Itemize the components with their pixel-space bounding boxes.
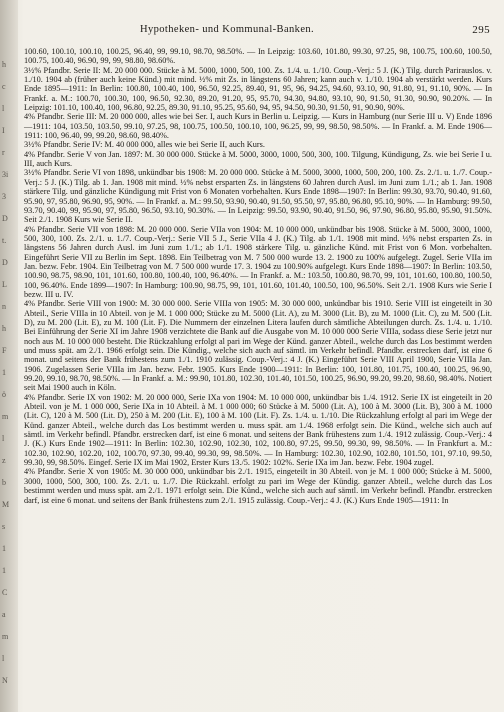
gutter-fragment: F (2, 346, 7, 355)
page-title: Hypotheken- und Kommunal-Banken. (140, 24, 315, 35)
gutter-fragment: h (2, 324, 6, 333)
gutter-fragment: D (2, 258, 8, 267)
gutter-fragment: z (2, 456, 6, 465)
paragraph: 3½% Pfandbr. Serie II: M. 20 000 000. Stücke à M. 5000, 1000, 500, 100. Zs. 1./4. u. 1./10. Coup.-Verj.: 5 J. (K.) Tilg. durch Parirauslos. v. 1./10. 1904 ab (früher auch keine Künd.) mit mind. ½% mit Zs. in längstens 60 Jahren; kann auch v. 1./10. 1904 ab verstärkt werden. Kurs Ende 1895—1911: In Berlin: 100.80, 100.40, 100, 96.50, 92.25, 89.40, 91, 95, 96, 94.25, 94.60, 93.10, 90, 91.80, 91, 91.10, 90%. — In Frankf. a. M.: 100.70, 100.30, 100, 96.50, 92.30, 89.20, 91.20, 95, 95.70, 94.30, 94.80, 93.10, 90, 91.50, 91.30, 90.90, 90.20%. — In Leipzig: 101.10, 100.40, 100, 96.80, 92.25, 89.30, 91.10, 95.25, 95.60, 94, 95, 94.50, 90.30, 91.50, 91, 90.90, 90%. (24, 65, 492, 113)
gutter-fragment: c (2, 82, 6, 91)
gutter-fragment: 1 (2, 368, 6, 377)
gutter-fragment: t. (2, 236, 7, 245)
gutter-fragment: h (2, 60, 6, 69)
gutter-fragment: l (2, 654, 5, 663)
running-header (100, 24, 490, 38)
gutter-fragment: 1 (2, 566, 6, 575)
paragraph: 3½% Pfandbr. Serie VI von 1898, unkündbar bis 1908: M. 20 000 000. Stücke à M. 5000, 3000, 1000, 500, 200, 100. Zs. 2./1. u. 1./7. Coup.-Verj.: 5 J. (K.) Tilg. ab 1. Jan. 1908 mit mind. ½% nebst ersparten Zs. in längstens 60 Jahren durch Ausl. im Juni zum 1./1.; ab 1. Jan. 1908 stärkere Tilg. und gänzliche Kündigung mit Frist von 6 Monaten vorbehalten. Kurs Ende 1898—1907: In Berlin: 99.30, 93.70, 90.40, 91.60, 95.90, 97, 95.80, 96.90, 95, 90%. — In Frankf. a. M.: 99.50, 93.90, 90.40, 91.50, 95.50, 97, 95.80, 96.80, 95.10, 90%. — In Hamburg: 99.50, 93.70, 90.40, 99, 95.90, 97, 95.80, 96.50, 93.10, 90.30%. — In Leipzig: 99.50, 93.90, 90.40, 91.50, 96, 97.90, 96.80, 95.80, 95.90, 91.50%. Seit 2./1. 1908 Kurs wie Serie II. (24, 168, 492, 225)
paragraph: 4% Pfandbr. Serie VIII von 1900: M. 30 000 000. Serie VIIIa von 1905: M. 30 000 000, unkündbar bis 1910. Serie VIII ist eingeteilt in 30 Abteil., Serie VIIIa in 10 Abteil. von je M. 1 000 000; Stücke zu M. 5000 (Lit. A), zu M. 3000 (Lit. B), zu M. 1000 (Lit. C), zu M. 500 (Lit. D), zu M. 200 (Lit. E), zu M. 100 (Lit. F). Die Nummern der einzelnen Litera laufen durch sämtliche Abteilungen durch. Zs. 1./4. u. 1./10. Bei Einführung der Serie XI im Jahre 1908 verzichtete die Bank auf die Ausgabe von M. 10 000 000 Serie VIIIa, sodass diese Serie jetzt nur noch aus M. 10 000 000 besteht. Die Rückzahlung erfolgt al pari im Wege der Künd. ganzer Abteil., welche durch das Los bestimmt werden und muss spät. am 2./1. 1966 erfolgt sein. Die Kündig., welche sich auch auf sämtl. im Verkehr befindl. Pfandbr. erstrecken darf, ist eine 6 monat. und seitens der Bank frühestens zum 1./1. 1910 zulässig. Coup.-Verj.: 4 J. (K.) Eingeführt Serie VIII April 1900, Serie VIIIa Jan. 1906. Zugelassen Serie VIIIa im Jan. bezw. Febr. 1905. Kurs Ende 1900—1911: In Berlin: 100, 101.80, 101.75, 100.40, 100.25, 96.90, 99.20, 99.10, 98.70, 98.50%. — In Frankf. a. M.: 99.90, 101.80, 102.30, 101.40, 101.50, 100.25, 96.90, 99.20, 99.20, 98.60, 98.40%. Notiert seit Mai 1900 auch in Köln. (24, 299, 492, 393)
gutter-fragment: 3i (2, 170, 9, 179)
paragraph: 4% Pfandbr. Serie IX von 1902: M. 20 000 000, Serie IXa von 1904: M. 10 000 000, unkündbar bis 1./4. 1912. Serie IX ist eingeteilt in 20 Abteil. von je M. 1 000 000, Serie IXa in 10 Abteil. à M. 1 000 000; 60 Stücke à M. 5000 (Lit. A), 100 à M. 3000 (Lit. B), 300 à M. 1000 (Lit. C), 120 à M. 500 (Lit. D), 250 à M. 200 (Lit. E), 100 à M. 100 (Lit. F). Zs. 1./4. u. 1./10. Die Rückzahlung erfolgt al pari im Wege der Künd. ganzer Abteil., welche durch das Los bestimmt werden u. muss spät. am 1./4. 1968 erfolgt sein. Die Künd., welche sich auch auf sämtl. im Verkehr befindl. Pfandbr. erstrecken darf, ist eine 6 monat. und seitens der Bank frühestens zum 1./4. 1912 zulässig. Coup.-Verj.: 4 J. (K.) Kurs Ende 1902—1911: In Berlin: 102.30, 102.90, 102.30, 102, 100.80, 97.25, 99.50, 99.30, 99, 98.50%. — In Frankfurt a. M.: 102.30, 102.90, 102.20, 102, 100.70, 97.30, 99.40, 99.30, 99, 98.50%. — In Hamburg: 102.30, 102.90, 102.80, 101.50, 101, 97.10, 99.50, 99.30, 99, 98.50%. Eingef. Serie IX im Mai 1902, Erster Kurs 13./5. 1902: 102%. Serie IXa im Jan. bezw. Febr. 1904 zugel. (24, 392, 492, 468)
paragraph: 4% Pfandbr. Serie VII von 1898: M. 20 000 000. Serie VIIa von 1904: M. 10 000 000, unkündbar bis 1908. Stücke à M. 5000, 3000, 1000, 500, 300, 100. Zs. 2./1. u. 1./7. Coup.-Verj.: Serie VII 5 J., Serie VIIa 4 J. (K.) Tilg. ab 1./1. 1908 mit mind. ½% nebst ersparten Zs. in längstens 56 Jahren durch Ausl. im Juni zum 1./1.; ab 1./1. 1908 stärkere Tilg. u. gänzliche Künd. mit Frist von 6 Mon. vorbehalten. Eingeführt Serie VII zu Berlin im Sept. 1898. Ein Teilbetrag von M. 7 500 000 wurde 13. 2. 1900 zu 100% aufgelegt. Zugel. Serie VIIa im Jan. bezw. Febr. 1904. Ein Teilbetrag von M. 7 500 000 wurde 17. 3. 1904 zu 100.90% aufgelegt. Kurs Ende 1898—1907: In Berlin: 103.50, 100.90, 98.75, 98.90, 101, 101.60, 100.80, 100.40, 100, 96.40%. — In Frankf. a. M.: 103.50, 100.80, 98.70, 99, 101, 101.60, 100.80, 100.50, 100, 96.40%. Ende 1899—1907: In Hamburg: 100.90, 98.75, 99, 101, 101.60, 101.40, 100.50, 100, 96.50%. Seit 2./1. 1908 Kurs wie Serie I bezw. III u. IV. (24, 224, 492, 299)
gutter-fragment: s (2, 522, 6, 531)
gutter-fragment: L (2, 280, 7, 289)
gutter-fragment: N (2, 676, 8, 685)
page-number: 295 (472, 24, 490, 36)
gutter-fragment: M (2, 500, 10, 509)
gutter-fragment: b (2, 478, 6, 487)
text-body (24, 47, 492, 505)
gutter-fragment: m (2, 632, 9, 641)
gutter-fragment: C (2, 588, 8, 597)
gutter-fragment: 3 (2, 192, 6, 201)
paragraph: 100.60, 100.10, 100.10, 100.25, 96.40, 99, 99.10, 98.70, 98.50%. — In Leipzig: 103.60, 101.80, 99.30, 97.25, 98, 100.75, 100.60, 100.50, 100.75, 100.40, 96.90, 99, 99, 98.80, 98.60%. (24, 47, 492, 66)
gutter-fragment: m (2, 412, 9, 421)
paragraph: 4% Pfandbr. Serie III: M. 20 000 000, alles wie bei Ser. I, auch Kurs in Berlin u. Leipzig. — Kurs in Hamburg (nur Serie III u. V) Ende 1896—1911: 104, 103.50, 103.50, 99.10, 97.25, 98, 100.75, 100.50, 100.10, 100, 96.25, 99, 99, 98.50, 98.50%. — In Frankf. a. M. Ende 1906—1911: 100, 96.40, 99, 99.20, 98.60, 98.40%. (24, 112, 492, 141)
binding-gutter (0, 0, 18, 712)
gutter-fragment: a (2, 610, 6, 619)
gutter-fragment: D (2, 214, 8, 223)
gutter-fragment: r (2, 148, 5, 157)
gutter-fragment: 1 (2, 544, 6, 553)
paragraph: 4% Pfandbr. Serie V von Jan. 1897: M. 30 000 000. Stücke à M. 5000, 3000, 1000, 500, 300, 100. Tilgung, Kündigung, Zs. wie bei Serie I u. III, auch Kurs. (24, 149, 492, 169)
paragraph: 3½% Pfandbr. Serie IV: M. 40 000 000, alles wie bei Serie II, auch Kurs. (24, 140, 265, 150)
paragraph: 4% Pfandbr. Serie X von 1905: M. 30 000 000, unkündbar bis 2./1. 1915, eingeteilt in 30 Abteil. von je M. 1 000 000; Stücke à M. 5000, 3000, 1000, 500, 300, 100. Zs. 2./1. u. 1./7. Die Rückzahl. erfolgt zu pari im Wege der Kündig. ganzer Abteil., welche durch das Los bestimmt werden und muss spät. am 2./1. 1971 erfolgt sein. Die Künd., welche sich auch auf sämtl. im Verkehr befindl. Pfandbr. erstrecken darf, ist eine 6 monat. und seitens der Bank frühestens zum 2./1. 1915 zulässig. Coup.-Verj.: 4 J. (K.) Kurs Ende 1905—1911: In (24, 467, 492, 505)
gutter-fragment: ö (2, 390, 6, 399)
gutter-fragment: n (2, 302, 6, 311)
gutter-fragment: l (2, 434, 5, 443)
gutter-fragment: I (2, 126, 5, 135)
gutter-fragment: l (2, 104, 5, 113)
